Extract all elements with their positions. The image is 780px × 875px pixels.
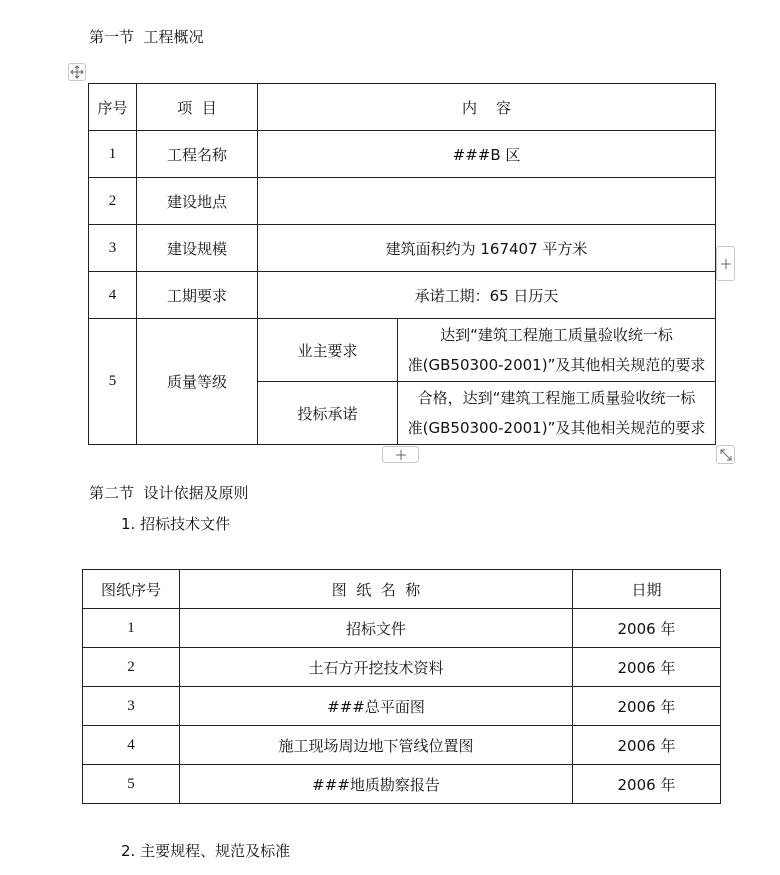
row-content — [258, 178, 716, 225]
resize-icon — [720, 449, 732, 461]
subsection-2-title: 2. 主要规程、规范及标准 — [121, 842, 291, 860]
drawing-number: 4 — [83, 726, 180, 765]
table-row — [83, 609, 721, 648]
sub-item: 业主要求 — [258, 319, 398, 382]
drawing-number: 2 — [83, 648, 180, 687]
table-row — [83, 726, 721, 765]
drawing-date: 2006 年 — [573, 726, 721, 765]
project-overview-table — [88, 83, 716, 445]
text-line: 合格，达到“建筑工程施工质量验收统一标 — [417, 389, 696, 407]
table-header-row — [89, 84, 716, 131]
text-line: 准(GB50300-2001)”及其他相关规范的要求 — [407, 356, 706, 374]
move-icon — [70, 65, 84, 79]
text-line: 准(GB50300-2001)”及其他相关规范的要求 — [407, 419, 706, 437]
row-number: 5 — [89, 319, 137, 445]
table-row — [83, 687, 721, 726]
drawings-table — [82, 569, 721, 804]
header-cell: 日期 — [573, 570, 721, 609]
row-number: 3 — [89, 225, 137, 272]
header-cell: 内 容 — [258, 84, 716, 131]
drawing-date: 2006 年 — [573, 609, 721, 648]
row-content: 承诺工期：65 日历天 — [258, 272, 716, 319]
table-row — [89, 272, 716, 319]
table-row — [89, 225, 716, 272]
row-item: 建设规模 — [137, 225, 258, 272]
row-item: 质量等级 — [137, 319, 258, 445]
section-2-title: 第二节 设计依据及原则 — [89, 484, 249, 502]
table-row — [89, 178, 716, 225]
table-row — [83, 765, 721, 804]
row-item: 工程名称 — [137, 131, 258, 178]
sub-item: 投标承诺 — [258, 382, 398, 445]
drawing-name: 施工现场周边地下管线位置图 — [180, 726, 573, 765]
subsection-1-title: 1. 招标技术文件 — [121, 515, 231, 533]
section-1-title: 第一节 工程概况 — [89, 28, 204, 46]
drawing-number: 5 — [83, 765, 180, 804]
text-line: 达到“建筑工程施工质量验收统一标 — [440, 326, 673, 344]
header-cell: 序号 — [89, 84, 137, 131]
drawing-date: 2006 年 — [573, 648, 721, 687]
sub-content — [398, 319, 716, 382]
row-number: 4 — [89, 272, 137, 319]
row-content: ###B 区 — [258, 131, 716, 178]
row-item: 工期要求 — [137, 272, 258, 319]
add-row-button[interactable] — [382, 446, 419, 463]
table-header-row — [83, 570, 721, 609]
plus-icon — [721, 259, 731, 269]
row-item: 建设地点 — [137, 178, 258, 225]
drawing-number: 1 — [83, 609, 180, 648]
drawing-name: 招标文件 — [180, 609, 573, 648]
header-cell: 项 目 — [137, 84, 258, 131]
drawing-date: 2006 年 — [573, 765, 721, 804]
drawing-number: 3 — [83, 687, 180, 726]
drawing-name: ###总平面图 — [180, 687, 573, 726]
sub-content — [398, 382, 716, 445]
table-row — [89, 319, 716, 382]
header-cell: 图 纸 名 称 — [180, 570, 573, 609]
row-number: 2 — [89, 178, 137, 225]
table-resize-handle[interactable] — [716, 445, 735, 464]
table-move-handle[interactable] — [68, 63, 86, 81]
table-row — [83, 648, 721, 687]
row-content: 建筑面积约为 167407 平方米 — [258, 225, 716, 272]
add-column-button[interactable] — [716, 246, 735, 281]
row-number: 1 — [89, 131, 137, 178]
drawing-name: ###地质勘察报告 — [180, 765, 573, 804]
plus-icon — [396, 450, 406, 460]
table-row — [89, 131, 716, 178]
drawing-name: 土石方开挖技术资料 — [180, 648, 573, 687]
header-cell: 图纸序号 — [83, 570, 180, 609]
drawing-date: 2006 年 — [573, 687, 721, 726]
